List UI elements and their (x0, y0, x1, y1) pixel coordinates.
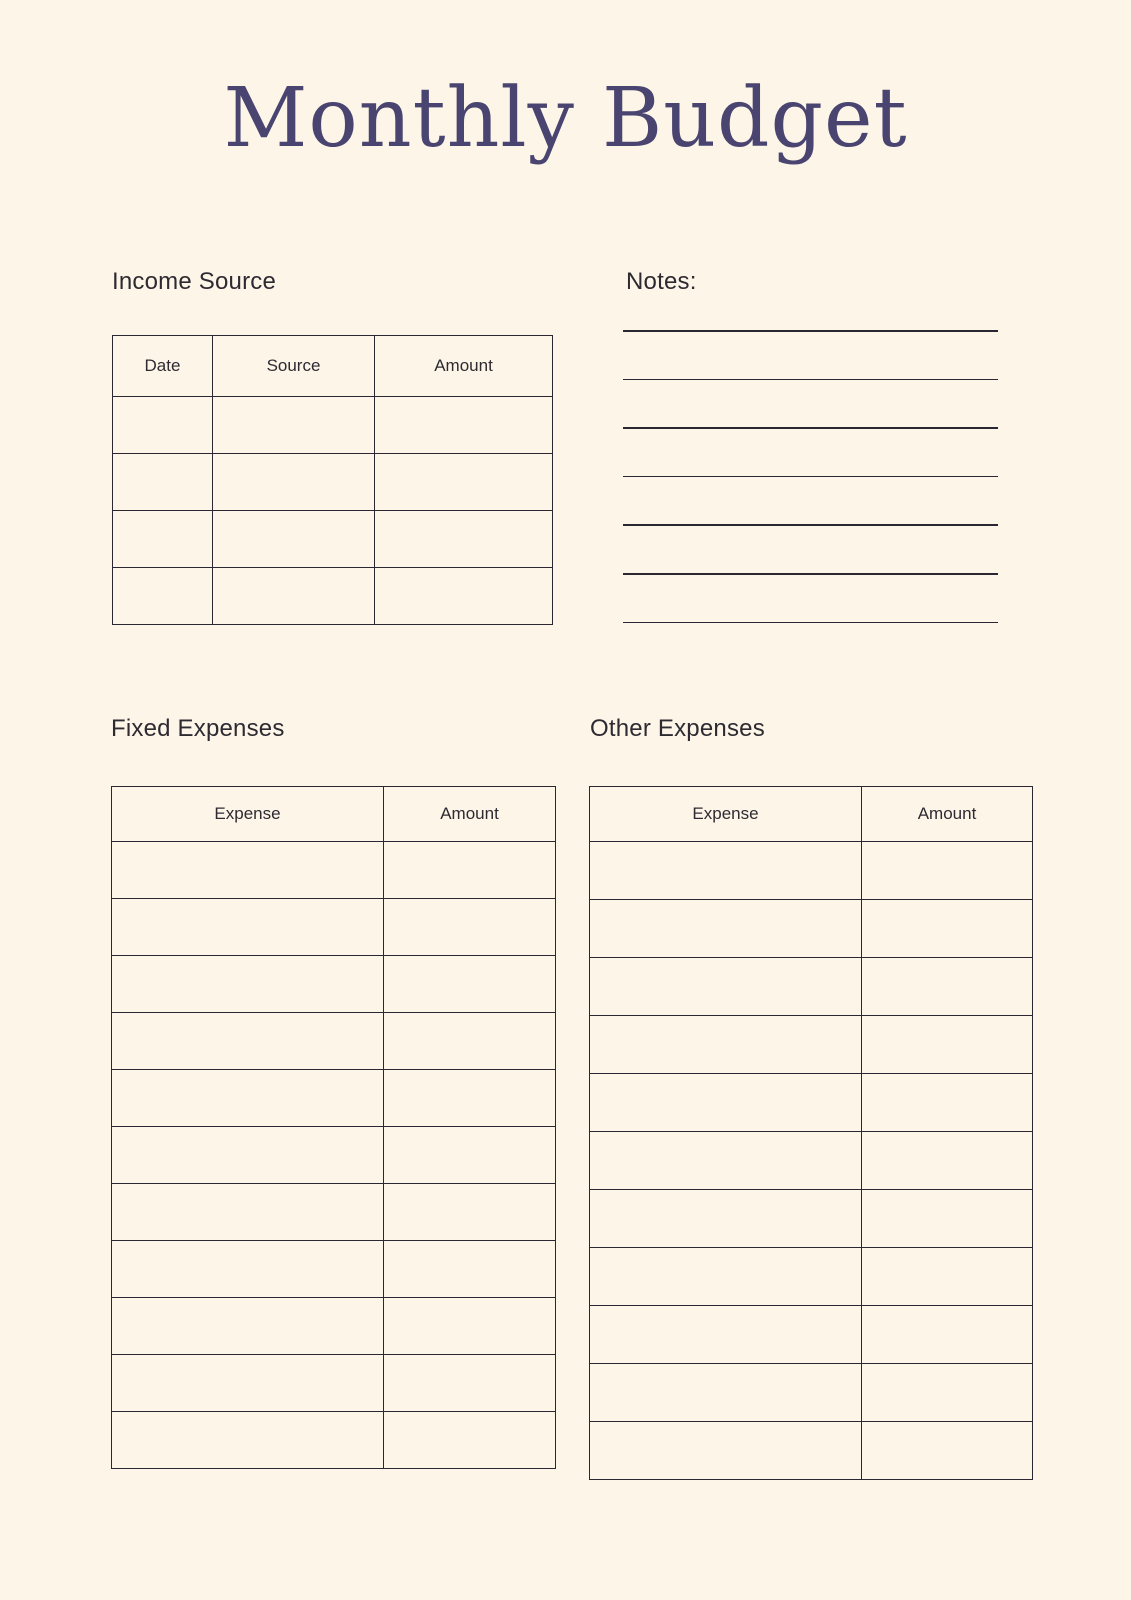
table-row (590, 1306, 1033, 1364)
other-cell-amount[interactable] (862, 958, 1033, 1016)
note-line[interactable] (623, 427, 998, 429)
fixed-cell-amount[interactable] (384, 1241, 556, 1298)
table-row (113, 568, 553, 625)
other-expenses-heading: Other Expenses (590, 715, 765, 742)
other-cell-expense[interactable] (590, 1422, 862, 1480)
other-column-amount: Amount (862, 787, 1033, 842)
notes-heading: Notes: (626, 268, 697, 295)
income-cell-date[interactable] (113, 397, 213, 454)
income-cell-amount[interactable] (375, 454, 553, 511)
other-cell-expense[interactable] (590, 1306, 862, 1364)
fixed-column-amount: Amount (384, 787, 556, 842)
fixed-cell-amount[interactable] (384, 1184, 556, 1241)
income-cell-source[interactable] (213, 511, 375, 568)
table-row (590, 1016, 1033, 1074)
note-line[interactable] (623, 573, 998, 575)
table-header-row (113, 336, 553, 397)
fixed-cell-expense[interactable] (112, 899, 384, 956)
table-row (112, 1127, 556, 1184)
table-row (112, 1298, 556, 1355)
income-column-date: Date (113, 336, 213, 397)
table-row (112, 842, 556, 899)
table-row (590, 1422, 1033, 1480)
note-line[interactable] (623, 379, 998, 381)
income-cell-date[interactable] (113, 568, 213, 625)
fixed-cell-expense[interactable] (112, 1127, 384, 1184)
fixed-cell-expense[interactable] (112, 1184, 384, 1241)
income-cell-amount[interactable] (375, 511, 553, 568)
other-expenses-table (589, 786, 1033, 1480)
income-cell-amount[interactable] (375, 568, 553, 625)
table-row (112, 1241, 556, 1298)
fixed-cell-amount[interactable] (384, 842, 556, 899)
fixed-cell-expense[interactable] (112, 1070, 384, 1127)
table-row (590, 900, 1033, 958)
income-cell-date[interactable] (113, 511, 213, 568)
other-cell-amount[interactable] (862, 1074, 1033, 1132)
table-row (112, 1013, 556, 1070)
table-row (590, 958, 1033, 1016)
income-cell-source[interactable] (213, 568, 375, 625)
fixed-cell-amount[interactable] (384, 1127, 556, 1184)
income-source-heading: Income Source (112, 268, 277, 295)
income-cell-amount[interactable] (375, 397, 553, 454)
other-cell-expense[interactable] (590, 1074, 862, 1132)
other-cell-expense[interactable] (590, 1132, 862, 1190)
other-cell-amount[interactable] (862, 1016, 1033, 1074)
table-row (112, 1355, 556, 1412)
table-row (590, 1074, 1033, 1132)
note-line[interactable] (623, 476, 998, 478)
other-cell-expense[interactable] (590, 842, 862, 900)
note-line[interactable] (623, 622, 998, 624)
fixed-cell-expense[interactable] (112, 1298, 384, 1355)
fixed-cell-amount[interactable] (384, 899, 556, 956)
fixed-expenses-heading: Fixed Expenses (111, 715, 285, 742)
fixed-expenses-table (111, 786, 556, 1469)
notes-writing-area[interactable] (623, 330, 998, 623)
other-cell-amount[interactable] (862, 842, 1033, 900)
other-cell-amount[interactable] (862, 1364, 1033, 1422)
table-row (112, 1412, 556, 1469)
other-cell-amount[interactable] (862, 1248, 1033, 1306)
table-row (113, 454, 553, 511)
table-row (112, 956, 556, 1013)
table-row (590, 1248, 1033, 1306)
table-row (590, 1132, 1033, 1190)
other-cell-amount[interactable] (862, 1422, 1033, 1480)
fixed-cell-amount[interactable] (384, 1298, 556, 1355)
other-cell-amount[interactable] (862, 900, 1033, 958)
fixed-cell-expense[interactable] (112, 1412, 384, 1469)
table-header-row (590, 787, 1033, 842)
income-source-table (112, 335, 553, 625)
other-cell-amount[interactable] (862, 1132, 1033, 1190)
fixed-cell-expense[interactable] (112, 1013, 384, 1070)
other-cell-expense[interactable] (590, 900, 862, 958)
fixed-cell-expense[interactable] (112, 1355, 384, 1412)
table-row (113, 511, 553, 568)
table-row (590, 1190, 1033, 1248)
table-row (112, 899, 556, 956)
fixed-cell-amount[interactable] (384, 1070, 556, 1127)
other-column-expense: Expense (590, 787, 862, 842)
table-row (590, 1364, 1033, 1422)
income-cell-date[interactable] (113, 454, 213, 511)
note-line[interactable] (623, 524, 998, 526)
income-cell-source[interactable] (213, 397, 375, 454)
table-row (112, 1184, 556, 1241)
other-cell-expense[interactable] (590, 958, 862, 1016)
other-cell-expense[interactable] (590, 1364, 862, 1422)
table-row (113, 397, 553, 454)
table-row (112, 1070, 556, 1127)
other-cell-expense[interactable] (590, 1248, 862, 1306)
other-cell-expense[interactable] (590, 1190, 862, 1248)
fixed-cell-expense[interactable] (112, 842, 384, 899)
income-column-amount: Amount (375, 336, 553, 397)
other-cell-amount[interactable] (862, 1190, 1033, 1248)
fixed-column-expense: Expense (112, 787, 384, 842)
income-cell-source[interactable] (213, 454, 375, 511)
other-cell-expense[interactable] (590, 1016, 862, 1074)
table-header-row (112, 787, 556, 842)
fixed-cell-amount[interactable] (384, 1412, 556, 1469)
fixed-cell-expense[interactable] (112, 1241, 384, 1298)
page-title: Monthly Budget (223, 71, 908, 166)
fixed-cell-amount[interactable] (384, 1355, 556, 1412)
fixed-cell-expense[interactable] (112, 956, 384, 1013)
table-row (590, 842, 1033, 900)
income-column-source: Source (213, 336, 375, 397)
note-line[interactable] (623, 330, 998, 332)
other-cell-amount[interactable] (862, 1306, 1033, 1364)
fixed-cell-amount[interactable] (384, 1013, 556, 1070)
fixed-cell-amount[interactable] (384, 956, 556, 1013)
